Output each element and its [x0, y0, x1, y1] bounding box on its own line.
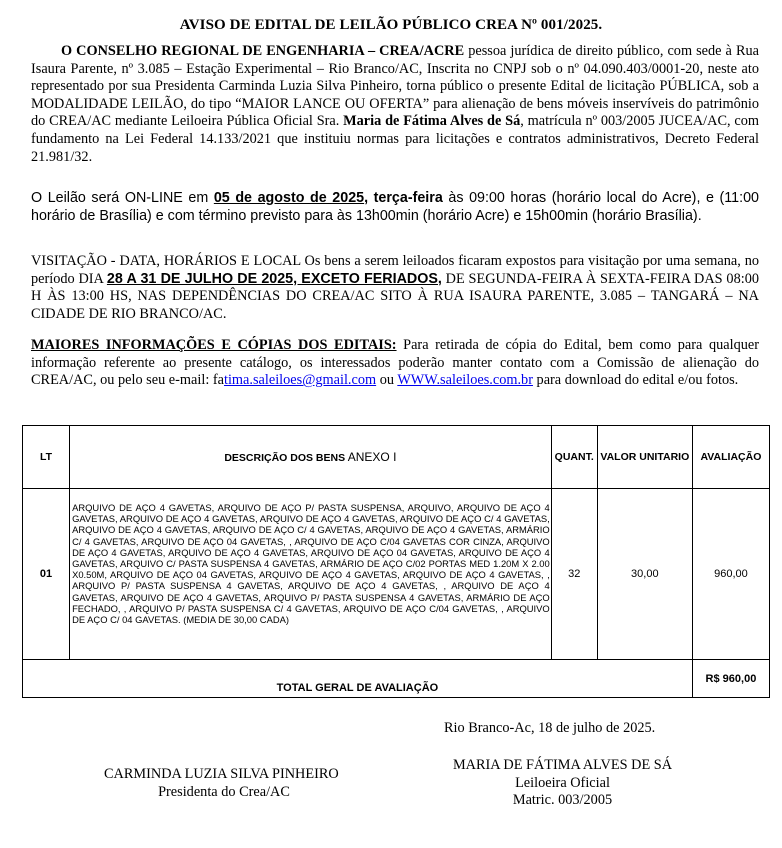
auctioneer-signature-name: MARIA DE FÁTIMA ALVES DE SÁ — [452, 757, 673, 773]
row-evaluation: 960,00 — [692, 489, 769, 660]
signature-auctioneer — [430, 757, 695, 810]
email-link[interactable]: tima.saleiloes@gmail.com — [223, 372, 377, 389]
info-text-end: para download do edital e/ou fotos. — [532, 372, 739, 389]
visit-text: VISITAÇÃO - DATA, HORÁRIOS E LOCAL Os bens a serem leiloados ficaram expostos para visitação por uma semana, no período DIA — [31, 253, 759, 287]
header-quantity: QUANT. — [551, 426, 597, 489]
table-total-row — [23, 660, 770, 698]
header-unit-value: VALOR UNITARIO — [597, 426, 692, 489]
intro-paragraph — [31, 43, 759, 166]
info-paragraph — [31, 337, 759, 390]
row-lot-number: 01 — [23, 489, 70, 660]
items-table — [22, 425, 770, 698]
row-description-text: ARQUIVO DE AÇO 4 GAVETAS, ARQUIVO DE AÇO P/ PASTA SUSPENSA, ARQUIVO, ARQUIVO DE AÇO 4 GAVETAS, ARQUIVO DE AÇO 4 GAVETAS, ARQUIVO DE AÇO 4 GAVETAS, ARQUIVO DE AÇO C/ 4 GAVETAS, ARQUIVO DE AÇO 4 GAVETAS, ARQUIVO DE AÇO C/ 4 GAVETAS, ARQUIVO DE AÇO 4 GAVETAS, ARMÁRIO C/ 4 GAVETAS, ARQUIVO DE AÇO 04 GAVETAS, , ARQUIVO DE AÇO C/04 GAVETAS COR CINZA, ARQUIVO DE AÇO 4 GAVETAS, ARQUIVO DE AÇO 4 GAVETAS, ARQUIVO DE AÇO 04 GAVETAS, ARQUIVO DE AÇO 4 GAVETAS, ARQUIVO C/ PASTA SUSPENSA 4 GAVETAS, ARMÁRIO DE AÇO C/02 PORTAS MED 1.20M X 2.00 X0.50M, ARQUIVO DE AÇO 04 GAVETAS, ARQUIVO DE AÇO 4 GAVETAS, ARQUIVO DE AÇO 4 GAVETAS, , ARQUIVO P/ PASTA SUSPENSA 4 GAVETAS, ARQUIVO DE AÇO 4 GAVETAS, , ARQUIVO DE AÇO 4 GAVETAS, ARQUIVO DE AÇO 4 GAVETAS, ARQUIVO P/ PASTA SUSPENSA 4 GAVETAS, ARMÁRIO DE AÇO FECHADO, , ARQUIVO P/ PASTA SUSPENSA C/ 4 GAVETAS, ARQUIVO DE AÇO C/04 GAVETAS, , ARQUIVO DE AÇO C/ 04 GAVETAS. (MEDIA DE 30,00 CADA) — [72, 502, 550, 626]
auctioneer-name: Maria de Fátima Alves de Sá — [343, 113, 521, 130]
online-text-end: às 09:00 horas (horário local do Acre), e (11:00 horário de Brasília) e com término previsto para às 13h00min (horário Acre) e 15h00min (horário Brasília). — [31, 190, 760, 224]
intro-text-end: , matrícula nº 003/2005 JUCEA/AC, com fundamento na Lei Federal 14.133/2021 que instituiu normas para licitações e contratos administrativos, Decreto Federal 21.981/32. — [31, 113, 759, 165]
info-text-or: ou — [376, 372, 398, 389]
header-description — [70, 426, 552, 489]
website-link[interactable]: WWW.saleiloes.com.br — [397, 372, 533, 389]
signature-president — [104, 766, 344, 801]
online-text: O Leilão será ON-LINE em — [31, 190, 214, 206]
total-value: R$ 960,00 — [692, 660, 769, 698]
header-annex-label: ANEXO I — [345, 450, 397, 464]
table-header-row — [23, 426, 770, 489]
total-label: TOTAL GERAL DE AVALIAÇÃO — [23, 660, 693, 698]
row-unit-value: 30,00 — [597, 489, 692, 660]
visit-dates: 28 A 31 DE JULHO DE 2025, EXCETO FERIADOS, — [106, 270, 442, 287]
header-evaluation: AVALIAÇÃO — [692, 426, 769, 489]
intro-text: pessoa jurídica de direito público, com sede à Rua Isaura Parente, nº 3.085 – Estação Experimental – Rio Branco/AC, Inscrita no CNPJ sob o nº 04.090.403/0001-20, neste ato representado por sua Presidenta Carminda Luzia Silva Pinheiro, torna público o presente Edital de licitação PÚBLICA, sob a MODALIDADE LEILÃO, do tipo “MAIOR LANCE OU OFERTA” para alienação de bens móveis inservíveis do patrimônio do CREA/AC mediante Leiloeira Pública Oficial Sra. — [31, 43, 759, 130]
auction-date: 05 de agosto de 2025 — [213, 190, 365, 206]
header-description-label: DESCRIÇÃO DOS BENS — [224, 452, 346, 464]
online-paragraph — [31, 189, 759, 225]
visit-paragraph — [31, 253, 759, 323]
date-line: Rio Branco-Ac, 18 de julho de 2025. — [444, 720, 656, 736]
page-title: AVISO DE EDITAL DE LEILÃO PÚBLICO CREA Nº 001/2025. — [179, 17, 603, 33]
auction-weekday: , terça-feira — [364, 190, 443, 206]
auctioneer-registration: Matric. 003/2005 — [512, 792, 613, 808]
info-text: Para retirada de cópia do Edital, bem como para qualquer informação referente ao presente catálogo, os interessados poderão manter contato com a Comissão de alienação do CREA/AC, ou pelo seu e-mail: fa — [31, 337, 759, 389]
visit-text-end: DE SEGUNDA-FEIRA À SEXTA-FEIRA DAS 08:00 H ÀS 13:00 HS, NAS DEPENDÊNCIAS DO CREA/AC SITO À RUA ISAURA PARENTE, 3.085 – TANGARÁ – NA CIDADE DE RIO BRANCO/AC. — [31, 270, 760, 322]
row-quantity: 32 — [551, 489, 597, 660]
row-description — [70, 489, 552, 660]
auctioneer-role: Leiloeira Oficial — [515, 774, 610, 791]
table-row — [23, 489, 770, 660]
president-role: Presidenta do Crea/AC — [158, 783, 290, 800]
header-lt: LT — [23, 426, 70, 489]
info-heading: MAIORES INFORMAÇÕES E CÓPIAS DOS EDITAIS: — [31, 337, 397, 353]
president-name: CARMINDA LUZIA SILVA PINHEIRO — [104, 766, 339, 782]
org-name: O CONSELHO REGIONAL DE ENGENHARIA – CREA/ACRE — [61, 43, 465, 59]
